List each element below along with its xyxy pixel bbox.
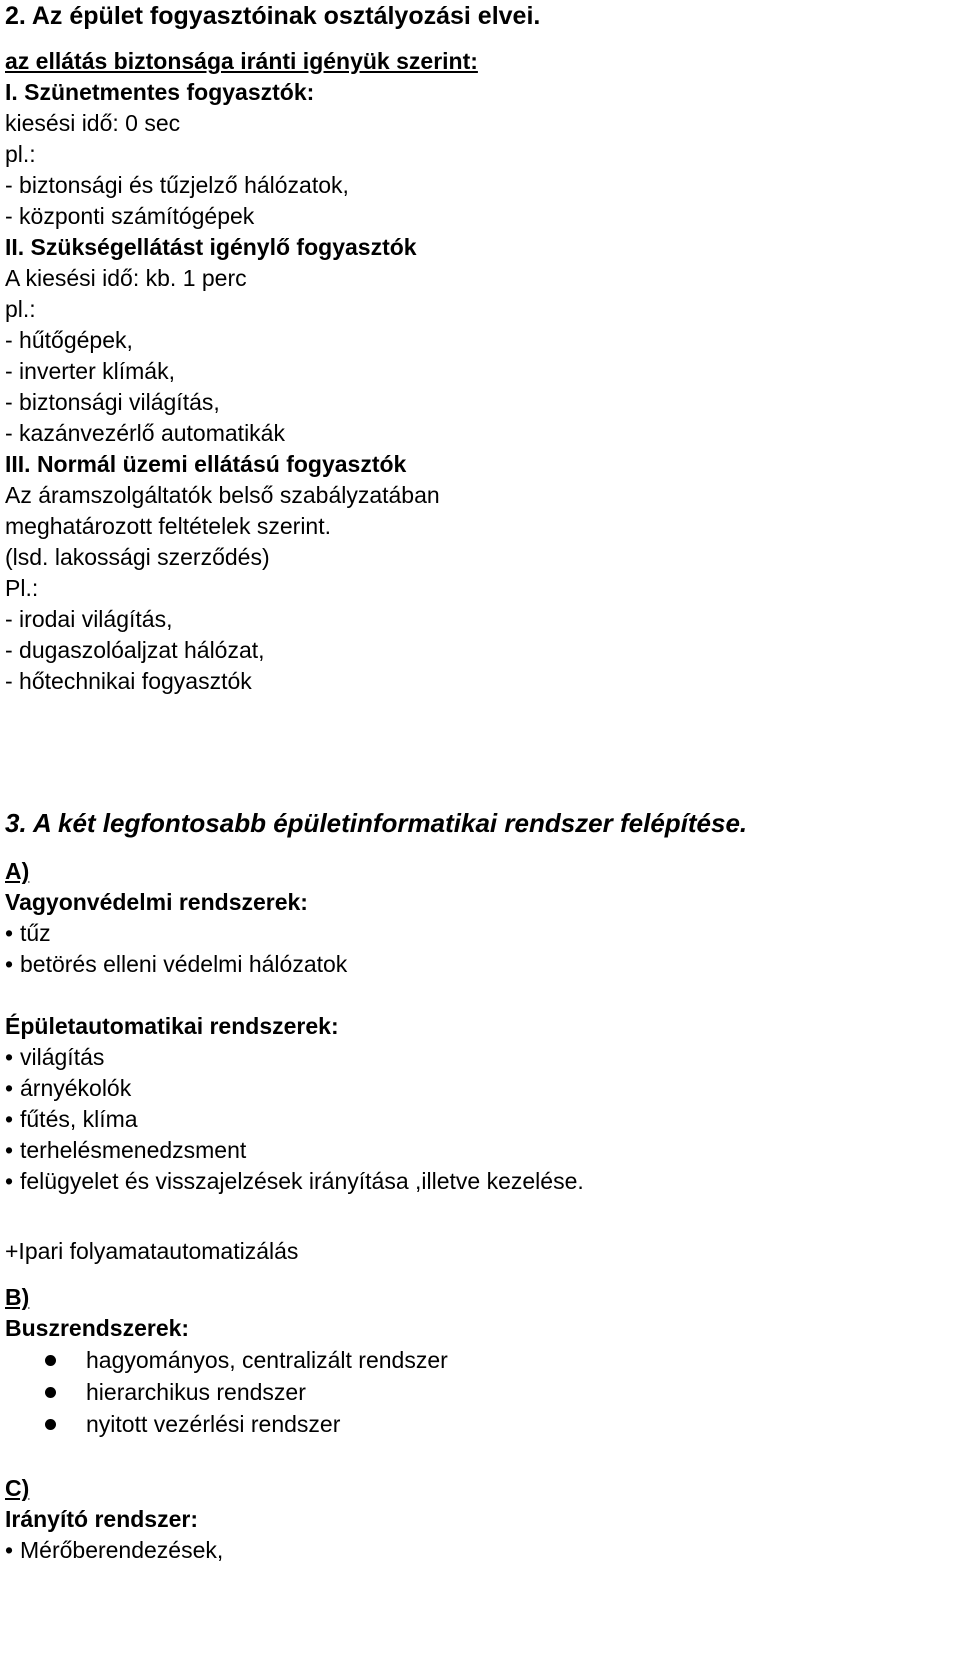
security-systems-title: Vagyonvédelmi rendszerek: xyxy=(5,889,308,915)
class-2-line: - hűtőgépek, xyxy=(5,327,133,353)
class-3-line: (lsd. lakossági szerződés) xyxy=(5,544,270,570)
part-b-letter: B) xyxy=(5,1284,30,1310)
class-3-line: Az áramszolgáltatók belső szabályzatában xyxy=(5,482,440,508)
bus-systems-title: Buszrendszerek: xyxy=(5,1315,190,1341)
control-system-title: Irányító rendszer: xyxy=(5,1506,198,1532)
class-2-line: - inverter klímák, xyxy=(5,358,175,384)
section-3-heading: 3. A két legfontosabb épületinformatikai rendszer felépítése. xyxy=(5,808,748,838)
class-1-line: - központi számítógépek xyxy=(5,203,255,229)
industrial-automation-note: +Ipari folyamatautomatizálás xyxy=(5,1238,299,1264)
automation-item: • világítás xyxy=(5,1042,104,1072)
class-3-line: - dugaszolóaljzat hálózat, xyxy=(5,637,265,663)
control-system-item: • Mérőberendezések, xyxy=(5,1535,223,1565)
bullet-icon xyxy=(45,1419,56,1430)
class-3-line: Pl.: xyxy=(5,575,39,601)
class-2-line: - kazánvezérlő automatikák xyxy=(5,420,285,446)
part-a-letter: A) xyxy=(5,858,30,884)
security-item: • tűz xyxy=(5,918,51,948)
security-item: • betörés elleni védelmi hálózatok xyxy=(5,949,347,979)
class-1-line: pl.: xyxy=(5,141,36,167)
class-2-line: pl.: xyxy=(5,296,36,322)
automation-item: • felügyelet és visszajelzések irányítása ,illetve kezelése. xyxy=(5,1166,584,1196)
automation-item: • fűtés, klíma xyxy=(5,1104,138,1134)
automation-systems-title: Épületautomatikai rendszerek: xyxy=(5,1013,339,1039)
bullet-icon xyxy=(45,1355,56,1366)
class-3-line: - hőtechnikai fogyasztók xyxy=(5,668,252,694)
bullet-icon xyxy=(45,1387,56,1398)
part-c-letter: C) xyxy=(5,1475,30,1501)
class-3-line: - irodai világítás, xyxy=(5,606,173,632)
bus-system-item: hierarchikus rendszer xyxy=(86,1379,306,1405)
automation-item: • terhelésmenedzsment xyxy=(5,1135,246,1165)
class-3-title: III. Normál üzemi ellátású fogyasztók xyxy=(5,451,407,477)
class-2-line: A kiesési idő: kb. 1 perc xyxy=(5,265,247,291)
bus-system-item: nyitott vezérlési rendszer xyxy=(86,1411,341,1437)
class-2-line: - biztonsági világítás, xyxy=(5,389,220,415)
class-2-title: II. Szükségellátást igénylő fogyasztók xyxy=(5,234,417,260)
class-3-line: meghatározott feltételek szerint. xyxy=(5,513,331,539)
section-2-heading: 2. Az épület fogyasztóinak osztályozási elvei. xyxy=(5,2,541,30)
section-2-subheading: az ellátás biztonsága iránti igényük szerint: xyxy=(5,48,478,74)
class-1-line: - biztonsági és tűzjelző hálózatok, xyxy=(5,172,349,198)
bus-system-item: hagyományos, centralizált rendszer xyxy=(86,1347,448,1373)
class-1-title: I. Szünetmentes fogyasztók: xyxy=(5,79,315,105)
class-1-line: kiesési idő: 0 sec xyxy=(5,110,181,136)
automation-item: • árnyékolók xyxy=(5,1073,131,1103)
